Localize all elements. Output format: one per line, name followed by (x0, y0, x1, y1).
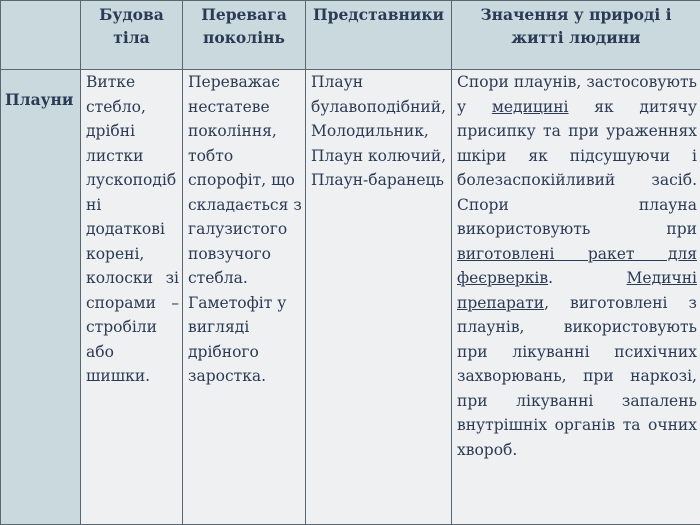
text-line: додаткові (86, 220, 165, 238)
header-representatives: Представники (306, 1, 452, 70)
header-row (1, 1, 700, 70)
significance-part-2: як дитячу присипку та при ураженнях шкіри як підсушуючи і болезаспокійливий засіб. Спори плауна використовують при (457, 97, 697, 238)
text-line: покоління, (188, 122, 277, 140)
text-line: нестатеве (188, 97, 270, 116)
text-line: складається з (188, 195, 302, 214)
text-line: шишки. (86, 367, 151, 385)
significance-part-1: Спори плаунів, застосовують у (457, 73, 697, 116)
text-line: повзучого (188, 244, 271, 263)
header-body-structure: Будова тіла (81, 1, 183, 70)
text-line: заростка. (188, 367, 267, 385)
text-line: стебло, (86, 97, 146, 116)
text-line: Плаун колючий, (311, 146, 447, 165)
significance-part-3: . (548, 269, 627, 287)
header-significance: Значення у природі і житті людини (452, 1, 700, 70)
text-line: колоски зі (86, 269, 179, 287)
text-line: Переважає (188, 73, 280, 91)
text-line: дрібні (86, 122, 136, 140)
text-line: спорофіт, що (188, 171, 295, 189)
rockets-link[interactable]: виготовлені ракет для феєрверків (457, 244, 697, 287)
text-line: листки (86, 146, 144, 165)
header-generation-dominance: Перевага поколінь (183, 1, 306, 70)
text-line: лускоподіб (86, 171, 177, 189)
text-line: вигляді (188, 318, 250, 336)
representatives-text (306, 70, 451, 193)
body-structure-text (81, 70, 182, 389)
generation-dominance-cell (183, 70, 306, 525)
header-empty-cell (1, 1, 81, 70)
body-structure-cell (81, 70, 183, 525)
significance-cell (452, 70, 700, 525)
text-line: Витке (86, 73, 136, 91)
text-line: корені, (86, 244, 145, 263)
text-line: спорами – (86, 293, 179, 312)
text-line: тобто (188, 146, 234, 165)
text-line: ні (86, 195, 102, 214)
medical-preparations-link[interactable]: Медичні препарати (457, 269, 697, 312)
text-line: стробіли (86, 318, 157, 336)
text-line: Плаун (311, 73, 364, 91)
medicine-link[interactable]: медицині (491, 97, 569, 116)
text-line: дрібного (188, 342, 259, 361)
significance-part-4: , виготовлені з плаунів, використовують при лікуванні психічних захворювань, при наркозі, при лікуванні запалень внутрішніх органів та очних хвороб. (457, 293, 697, 459)
significance-text (452, 70, 700, 462)
representatives-cell (306, 70, 452, 525)
row-header-club-mosses: Плауни (1, 70, 81, 525)
text-line: або (86, 342, 114, 361)
text-line: Плаун-баранець (311, 171, 444, 189)
table-row (1, 70, 700, 525)
text-line: галузистого (188, 220, 288, 238)
text-line: Молодильник, (311, 122, 429, 140)
text-line: булавоподібний, (311, 97, 447, 116)
text-line: Гаметофіт у (188, 293, 287, 312)
text-line: стебла. (188, 269, 248, 287)
generation-dominance-text (183, 70, 305, 389)
